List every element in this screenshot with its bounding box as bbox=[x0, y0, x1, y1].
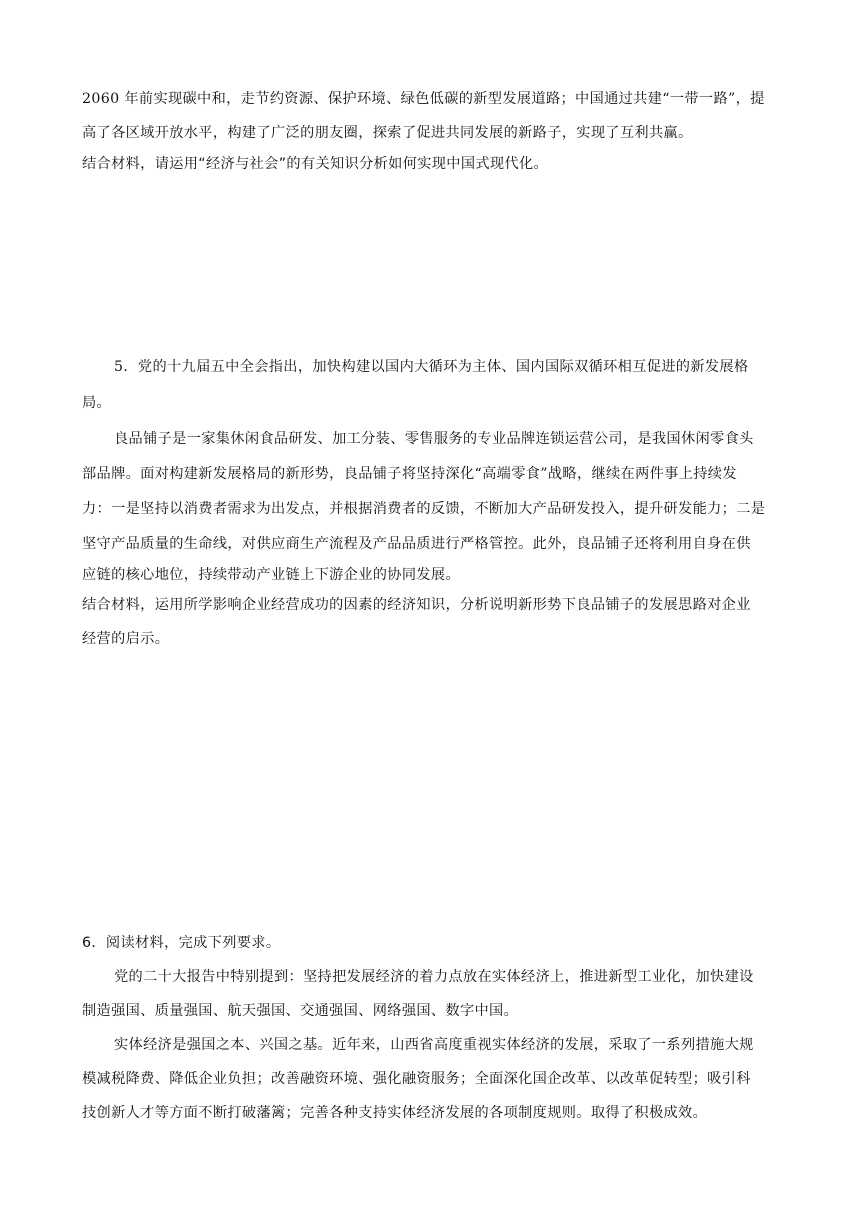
paragraph-line: 2060 年前实现碳中和，走节约资源、保护环境、绿色低碳的新型发展道路；中国通过共建“一带一路”，提 bbox=[82, 91, 765, 107]
paragraph-line: 制造强国、质量强国、航天强国、交通强国、网络强国、数字中国。 bbox=[82, 1003, 519, 1019]
paragraph-line: 良品铺子是一家集休闲食品研发、加工分装、零售服务的专业品牌连锁运营公司，是我国休闲零食头 bbox=[114, 431, 754, 447]
paragraph-line: 实体经济是强国之本、兴国之基。近年来，山西省高度重视实体经济的发展，采取了一系列措施大规 bbox=[114, 1037, 754, 1053]
question-prompt: 结合材料，请运用“经济与社会”的有关知识分析如何实现中国式现代化。 bbox=[82, 156, 549, 172]
question-prompt: 结合材料，运用所学影响企业经营成功的因素的经济知识，分析说明新形势下良品铺子的发展思路对企业 bbox=[82, 597, 751, 613]
paragraph-line: 模减税降费、降低企业负担；改善融资环境、强化融资服务；全面深化国企改革、以改革促转型；吸引科 bbox=[82, 1071, 751, 1087]
paragraph-line: 力：一是坚持以消费者需求为出发点，并根据消费者的反馈，不断加大产品研发投入，提升研发能力；二是 bbox=[82, 501, 766, 517]
question-5-stem: 5．党的十九届五中全会指出，加快构建以国内大循环为主体、国内国际双循环相互促进的新发展格 bbox=[114, 359, 749, 375]
paragraph-line: 应链的核心地位，持续带动产业链上下游企业的协同发展。 bbox=[82, 567, 460, 583]
paragraph-line: 高了各区域开放水平，构建了广泛的朋友圈，探索了促进共同发展的新路子，实现了互利共赢。 bbox=[82, 125, 693, 141]
paragraph-line: 局。 bbox=[82, 395, 112, 411]
paragraph-line: 党的二十大报告中特别提到：坚持把发展经济的着力点放在实体经济上，推进新型工业化，加快建设 bbox=[114, 969, 754, 985]
question-prompt: 经营的启示。 bbox=[82, 631, 170, 647]
question-6-stem: 6．阅读材料，完成下列要求。 bbox=[82, 935, 281, 951]
paragraph-line: 部品牌。面对构建新发展格局的新形势，良品铺子将坚持深化“高端零食”战略，继续在两件事上持续发 bbox=[82, 466, 737, 482]
paragraph-line: 技创新人才等方面不断打破藩篱；完善各种支持实体经济发展的各项制度规则。取得了积极成效。 bbox=[82, 1105, 708, 1121]
paragraph-line: 坚守产品质量的生命线，对供应商生产流程及产品品质进行严格管控。此外，良品铺子还将利用自身在供 bbox=[82, 536, 751, 552]
